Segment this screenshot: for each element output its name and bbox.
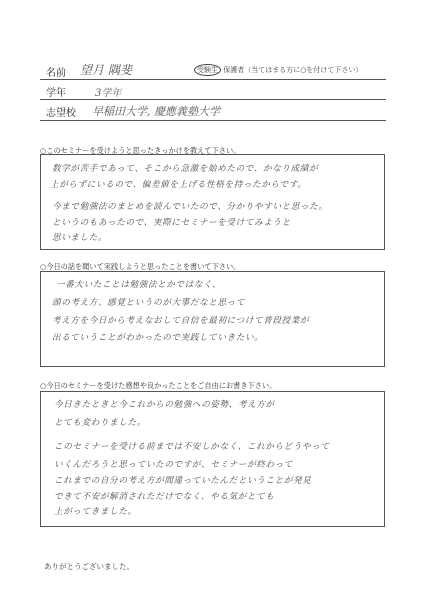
section-3-title: ○今日のセミナーを受けた感想や良かったことをご自由にお書き下さい。 [40,381,277,390]
section-2-line: 出るていうことがわかったので実践していきたい。 [52,333,264,343]
section-3-line: 今日きたときと今これからの勉強への姿勢、考え方が [54,400,275,410]
name-value: 望月 隅斐 [80,63,132,77]
role-rest: 保護者（当てはまる方に○を付けて下さい） [223,66,363,74]
section-3-line: このセミナーを受ける前までは不安しかなく、これからどうやって [54,442,330,452]
school-value: 早稲田大学, 慶應義塾大学 [92,105,220,118]
role-student-circled: 受験生 [194,64,221,76]
name-row-line [40,79,386,80]
section-3-line: できて不安が解消されただけでなく、やる気がとても [54,492,275,502]
section-2-line: 頭の考え方、感覚というのが大事だなと思って [52,298,246,308]
section-1-line: 今まで勉強法のまとめを読んでいたので、分かりやすいと思った。 [52,202,328,212]
thank-you-text: ありがとうございました。 [44,562,134,571]
section-2-title: ○今日の話を聞いて実践しようと思ったことを書いて下さい。 [40,262,241,271]
section-3-line: とても変わりました。 [54,418,146,428]
school-row-line [40,120,386,121]
name-label: 名前 [46,68,66,79]
grade-label: 学年 [46,88,66,99]
section-3-line: 上がってきました。 [54,507,137,517]
section-2-line: 考え方を今日から考えなおして自信を最初につけて普段授業が [52,316,310,326]
section-3-line: いくんだろうと思っていたのですが、セミナーが終わって [54,460,293,470]
section-1-line: 思いました。 [52,233,108,243]
grade-row-line [40,99,386,100]
section-1-line: 数学が苦手であって、そこから急激を始めたので、かなり成績が [52,164,319,174]
section-1-line: 上がらずにいるので、偏差値を上げる性格を持ったからです。 [50,180,307,190]
section-2-line: 一番大いたことは勉強法とかではなく、 [56,280,222,290]
school-label: 志望校 [46,108,76,119]
section-1-line: というのもあったので、実際にセミナーを受けてみようと [52,218,291,228]
grade-value: 3学年 [95,88,122,99]
role-selector [194,64,362,76]
section-3-line: これまでの自分の考え方が間違っていたんだということが発見 [54,476,312,486]
section-1-title: ○このセミナーを受けようと思ったきっかけを教えて下さい。 [40,146,241,155]
